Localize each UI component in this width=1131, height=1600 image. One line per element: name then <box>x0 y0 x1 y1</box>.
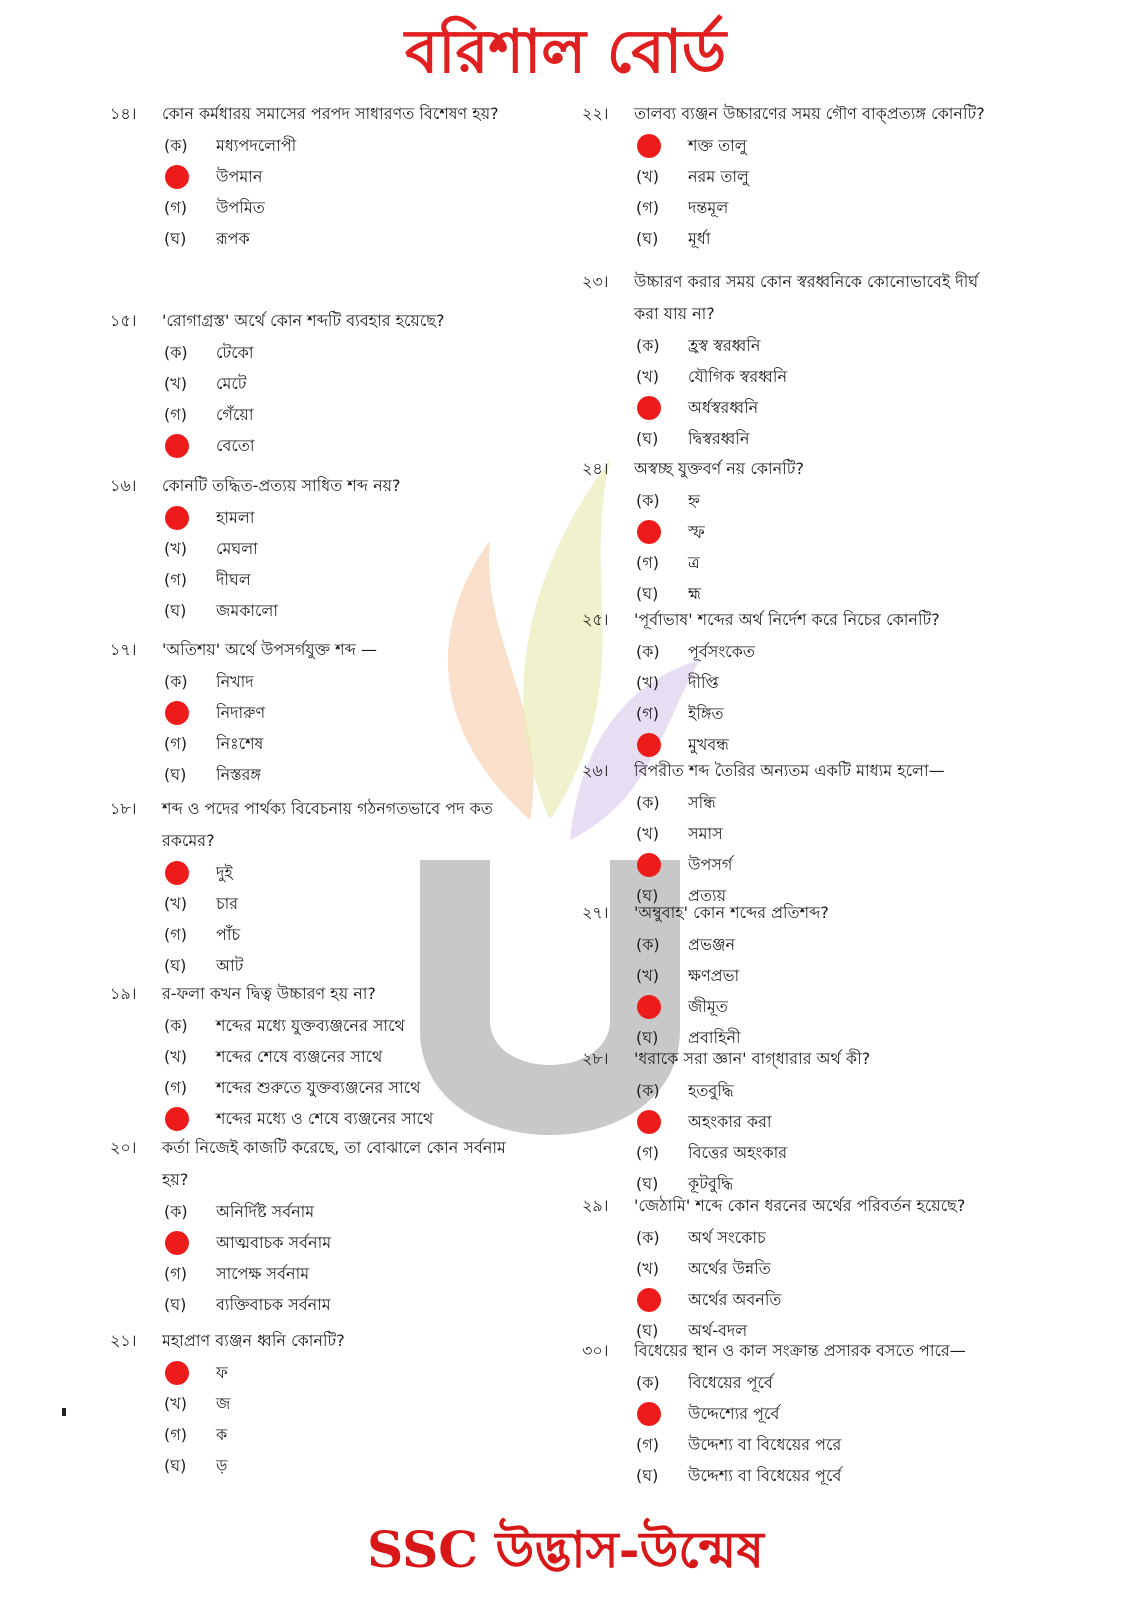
option-key: (খ) <box>636 367 659 386</box>
option-key: (ঘ) <box>164 601 187 620</box>
option-text: সমাস <box>688 824 723 843</box>
correct-answer-marker-icon <box>637 1288 661 1312</box>
answer-option <box>110 666 530 697</box>
correct-answer-marker-icon <box>165 1231 189 1255</box>
question-header <box>110 98 530 130</box>
answer-option <box>110 1450 530 1481</box>
question-number: ২৩। <box>582 272 609 291</box>
option-text: ক্ষণপ্রভা <box>688 966 740 985</box>
answer-option <box>110 919 530 950</box>
answer-option <box>110 1419 530 1450</box>
option-key: (খ) <box>636 673 659 692</box>
option-key: (গ) <box>164 734 187 753</box>
option-text: উদ্দেশ্য বা বিধেয়ের পূর্বে <box>688 1466 842 1485</box>
option-text: হ্ন <box>688 491 700 510</box>
answer-option <box>110 950 530 981</box>
question-l4 <box>110 634 530 790</box>
option-key: (খ) <box>164 1394 187 1413</box>
question-r8 <box>582 1190 1002 1346</box>
option-key: (খ) <box>164 374 187 393</box>
question-header <box>582 604 1002 636</box>
correct-answer-marker-icon <box>637 396 661 420</box>
option-text: প্রভঞ্জন <box>688 935 736 954</box>
option-key: (ঘ) <box>636 429 659 448</box>
question-text: বিপরীত শব্দ তৈরির অন্যতম একটি মাধ্যম হলো— <box>634 761 945 780</box>
option-key: (গ) <box>164 570 187 589</box>
answer-option <box>582 1367 1002 1398</box>
option-key: (গ) <box>636 704 659 723</box>
answer-option <box>582 361 1002 392</box>
question-number: ২৪। <box>582 459 609 478</box>
option-key: (ক) <box>636 491 660 510</box>
answer-option <box>110 1072 530 1103</box>
answer-option <box>110 192 530 223</box>
answer-option <box>582 1460 1002 1491</box>
option-text: নরম তালু <box>688 167 749 186</box>
option-text: নিঃশেষ <box>216 734 264 753</box>
footer-title: SSC উদ্ভাস-উন্মেষ <box>367 1520 764 1579</box>
option-text: বেতো <box>216 436 255 455</box>
option-text: অর্ধস্বরধ্বনি <box>688 398 759 417</box>
answer-option <box>582 1137 1002 1168</box>
option-text: নিস্তরঙ্গ <box>216 765 262 784</box>
page-title: বরিশাল বোর্ড <box>404 17 727 87</box>
option-text: অর্থ-বদল <box>688 1321 748 1340</box>
question-text: কর্তা নিজেই কাজটি করেছে, তা বোঝালে কোন সর্বনাম হয়? <box>162 1138 506 1189</box>
question-number: ১৭। <box>110 640 137 659</box>
answer-option <box>110 857 530 888</box>
option-key: (ঘ) <box>636 229 659 248</box>
option-key: (খ) <box>164 894 187 913</box>
option-key: (গ) <box>164 1078 187 1097</box>
option-text: উপমান <box>216 167 263 186</box>
option-text: রূপক <box>216 229 250 248</box>
option-text: দ্বিস্বরধ্বনি <box>688 429 750 448</box>
question-text: কোন কর্মধারয় সমাসের পরপদ সাধারণত বিশেষণ হয়? <box>162 104 499 123</box>
answer-option <box>582 330 1002 361</box>
question-r6 <box>582 897 1002 1053</box>
option-key: (ঘ) <box>636 886 659 905</box>
question-r1 <box>582 98 1002 254</box>
option-text: অনির্দিষ্ট সর্বনাম <box>216 1202 315 1221</box>
answer-option <box>110 1357 530 1388</box>
question-l2 <box>110 305 530 461</box>
question-number: ১৮। <box>110 799 137 818</box>
correct-answer-marker-icon <box>637 995 661 1019</box>
option-key: (গ) <box>164 198 187 217</box>
option-key: (ক) <box>636 1081 660 1100</box>
correct-answer-marker-icon <box>165 434 189 458</box>
answer-option <box>582 1284 1002 1315</box>
answer-option <box>110 1010 530 1041</box>
option-key: (খ) <box>636 1259 659 1278</box>
option-text: অহংকার করা <box>688 1112 772 1131</box>
question-number: ২৫। <box>582 610 609 629</box>
answer-option <box>110 399 530 430</box>
correct-answer-marker-icon <box>637 1402 661 1426</box>
correct-answer-marker-icon <box>637 134 661 158</box>
question-header <box>110 634 530 666</box>
correct-answer-marker-icon <box>637 733 661 757</box>
answer-option <box>582 1222 1002 1253</box>
answer-option <box>582 1398 1002 1429</box>
correct-answer-marker-icon <box>637 1110 661 1134</box>
answer-option <box>110 502 530 533</box>
question-number: ১৬। <box>110 476 137 495</box>
question-number: ১৪। <box>110 104 137 123</box>
answer-option <box>582 392 1002 423</box>
answer-option <box>110 697 530 728</box>
option-text: সন্ধি <box>688 793 716 812</box>
question-l8 <box>110 1325 530 1481</box>
option-text: আত্মবাচক সর্বনাম <box>216 1233 332 1252</box>
option-text: কূটবুদ্ধি <box>688 1174 734 1193</box>
question-header <box>110 1325 530 1357</box>
answer-option <box>110 759 530 790</box>
option-key: (ক) <box>164 136 188 155</box>
option-key: (গ) <box>636 1435 659 1454</box>
option-key: (ক) <box>636 336 660 355</box>
question-number: ১৫। <box>110 311 137 330</box>
correct-answer-marker-icon <box>165 1361 189 1385</box>
option-text: উদ্দেশ্য বা বিধেয়ের পরে <box>688 1435 842 1454</box>
question-number: ২৬। <box>582 761 609 780</box>
answer-option <box>110 130 530 161</box>
option-text: জমকালো <box>216 601 279 620</box>
question-number: ২৯। <box>582 1196 609 1215</box>
option-key: (ক) <box>636 1228 660 1247</box>
answer-option <box>582 929 1002 960</box>
answer-option <box>582 667 1002 698</box>
answer-option <box>110 368 530 399</box>
option-text: নিদারুণ <box>216 703 266 722</box>
question-l3 <box>110 470 530 626</box>
correct-answer-marker-icon <box>165 506 189 530</box>
option-text: দুই <box>216 863 233 882</box>
question-header <box>110 470 530 502</box>
option-key: (খ) <box>636 824 659 843</box>
answer-option <box>110 1103 530 1134</box>
option-text: অর্থ সংকোচ <box>688 1228 766 1247</box>
answer-option <box>582 1429 1002 1460</box>
answer-option <box>110 1388 530 1419</box>
option-key: (ঘ) <box>164 956 187 975</box>
correct-answer-marker-icon <box>165 165 189 189</box>
answer-option <box>582 991 1002 1022</box>
answer-option <box>110 337 530 368</box>
option-text: টেকো <box>216 343 254 362</box>
question-header <box>110 305 530 337</box>
option-key: (ক) <box>636 642 660 661</box>
answer-option <box>110 728 530 759</box>
question-text: 'জেঠামি' শব্দে কোন ধরনের অর্থের পরিবর্তন হয়েছে? <box>634 1196 966 1215</box>
option-text: ড় <box>216 1456 228 1475</box>
answer-option <box>582 818 1002 849</box>
question-header <box>110 793 530 857</box>
option-key: (ক) <box>164 1202 188 1221</box>
option-text: মূর্ধা <box>688 229 711 248</box>
answer-option <box>582 849 1002 880</box>
option-key: (ক) <box>636 1373 660 1392</box>
option-key: (গ) <box>164 1264 187 1283</box>
question-l5 <box>110 793 530 981</box>
question-header <box>582 98 1002 130</box>
stray-mark <box>62 1408 66 1416</box>
correct-answer-marker-icon <box>165 861 189 885</box>
question-l1 <box>110 98 530 254</box>
answer-option <box>582 223 1002 254</box>
option-text: হামলা <box>216 508 255 527</box>
answer-option <box>110 430 530 461</box>
option-text: নিখাদ <box>216 672 254 691</box>
option-text: দন্তমূল <box>688 198 729 217</box>
question-header <box>582 755 1002 787</box>
answer-option <box>582 192 1002 223</box>
option-text: হ্ম <box>688 584 702 603</box>
option-key: (গ) <box>636 553 659 572</box>
answer-option <box>582 636 1002 667</box>
option-key: (ঘ) <box>636 1321 659 1340</box>
option-text: দীপ্তি <box>688 673 719 692</box>
question-number: ২৮। <box>582 1049 609 1068</box>
option-text: পাঁচ <box>216 925 241 944</box>
option-text: ফ <box>216 1363 228 1382</box>
option-key: (ঘ) <box>636 1466 659 1485</box>
answer-option <box>582 516 1002 547</box>
option-key: (ঘ) <box>636 1028 659 1047</box>
option-key: (ক) <box>164 343 188 362</box>
option-text: জীমূত <box>688 997 728 1016</box>
question-header <box>582 266 1002 330</box>
option-text: শব্দের শেষে ব্যঞ্জনের সাথে <box>216 1047 383 1066</box>
option-text: আট <box>216 956 244 975</box>
option-text: শব্দের মধ্যে ও শেষে ব্যঞ্জনের সাথে <box>216 1109 434 1128</box>
question-text: বিধেয়ের স্থান ও কাল সংক্রান্ত প্রসারক বসতে পারে— <box>634 1341 966 1360</box>
question-r3 <box>582 453 1002 609</box>
correct-answer-marker-icon <box>637 520 661 544</box>
option-key: (খ) <box>164 1047 187 1066</box>
option-text: হ্রস্ব স্বরধ্বনি <box>688 336 761 355</box>
answer-option <box>110 564 530 595</box>
option-text: যৌগিক স্বরধ্বনি <box>688 367 788 386</box>
answer-option <box>110 1041 530 1072</box>
option-text: হতবুদ্ধি <box>688 1081 734 1100</box>
question-r9 <box>582 1335 1002 1491</box>
question-number: ২২। <box>582 104 609 123</box>
question-r7 <box>582 1043 1002 1199</box>
option-text: প্রত্যয় <box>688 886 727 905</box>
question-header <box>110 1132 530 1196</box>
question-text: র-ফলা কখন দ্বিত্ব উচ্চারণ হয় না? <box>162 984 376 1003</box>
answer-option <box>582 161 1002 192</box>
option-key: (ঘ) <box>164 765 187 784</box>
option-text: ইঙ্গিত <box>688 704 724 723</box>
option-text: বিধেয়ের পূর্বে <box>688 1373 773 1392</box>
question-r4 <box>582 604 1002 760</box>
option-key: (গ) <box>164 925 187 944</box>
question-r2 <box>582 266 1002 454</box>
option-key: (ঘ) <box>164 229 187 248</box>
question-text: উচ্চারণ করার সময় কোন স্বরধ্বনিকে কোনোভাবেই দীর্ঘ করা যায় না? <box>634 272 979 323</box>
option-text: ব্যক্তিবাচক সর্বনাম <box>216 1295 331 1314</box>
option-text: মধ্যপদলোপী <box>216 136 297 155</box>
answer-option <box>110 1196 530 1227</box>
option-text: বিত্তের অহংকার <box>688 1143 788 1162</box>
answer-option <box>582 787 1002 818</box>
question-number: ১৯। <box>110 984 137 1003</box>
option-key: (ক) <box>164 672 188 691</box>
question-l7 <box>110 1132 530 1320</box>
option-key: (ঘ) <box>164 1295 187 1314</box>
question-number: ২১। <box>110 1331 137 1350</box>
option-key: (ঘ) <box>636 1174 659 1193</box>
option-text: ক <box>216 1425 228 1444</box>
correct-answer-marker-icon <box>165 701 189 725</box>
option-key: (ক) <box>636 793 660 812</box>
answer-option <box>110 1289 530 1320</box>
answer-option <box>110 1227 530 1258</box>
answer-option <box>110 888 530 919</box>
question-r5 <box>582 755 1002 911</box>
question-text: 'অতিশয়' অর্থে উপসর্গযুক্ত শব্দ — <box>162 640 377 659</box>
option-text: জ <box>216 1394 231 1413</box>
question-header <box>582 1335 1002 1367</box>
answer-option <box>582 698 1002 729</box>
question-header <box>110 978 530 1010</box>
option-text: উপমিত <box>216 198 265 217</box>
option-text: ত্র <box>688 553 700 572</box>
option-text: উপসর্গ <box>688 855 733 874</box>
question-header <box>582 897 1002 929</box>
option-text: মেটে <box>216 374 247 393</box>
option-key: (খ) <box>164 539 187 558</box>
answer-option <box>582 960 1002 991</box>
option-text: শব্দের মধ্যে যুক্তব্যঞ্জনের সাথে <box>216 1016 405 1035</box>
correct-answer-marker-icon <box>637 853 661 877</box>
option-text: শক্ত তালু <box>688 136 747 155</box>
option-text: অর্থের অবনতি <box>688 1290 782 1309</box>
option-key: (গ) <box>164 1425 187 1444</box>
question-text: 'রোগাগ্রস্ত' অর্থে কোন শব্দটি ব্যবহার হয়েছে? <box>162 311 445 330</box>
question-text: মহাপ্রাণ ব্যঞ্জন ধ্বনি কোনটি? <box>162 1331 345 1350</box>
option-text: চার <box>216 894 239 913</box>
answer-option <box>582 423 1002 454</box>
answer-option <box>110 161 530 192</box>
answer-option <box>582 1253 1002 1284</box>
option-text: সাপেক্ষ সর্বনাম <box>216 1264 310 1283</box>
question-header <box>582 453 1002 485</box>
option-key: (গ) <box>164 405 187 424</box>
option-text: প্রবাহিনী <box>688 1028 741 1047</box>
answer-option <box>110 533 530 564</box>
question-text: অস্বচ্ছ যুক্তবর্ণ নয় কোনটি? <box>634 459 804 478</box>
answer-option <box>582 1106 1002 1137</box>
question-text: শব্দ ও পদের পার্থক্য বিবেচনায় গঠনগতভাবে পদ কত রকমের? <box>162 799 493 850</box>
question-text: তালব্য ব্যঞ্জন উচ্চারণের সময় গৌণ বাক্‌প্রত্যঙ্গ কোনটি? <box>634 104 985 123</box>
option-text: উদ্দেশ্যের পূর্বে <box>688 1404 780 1423</box>
question-number: ৩০। <box>582 1341 609 1360</box>
answer-option <box>110 1258 530 1289</box>
option-key: (খ) <box>636 167 659 186</box>
option-key: (ক) <box>164 1016 188 1035</box>
question-number: ২৭। <box>582 903 609 922</box>
answer-option <box>582 130 1002 161</box>
option-text: মেঘলা <box>216 539 258 558</box>
question-number: ২০। <box>110 1138 137 1157</box>
option-text: অর্থের উন্নতি <box>688 1259 771 1278</box>
option-key: (খ) <box>636 966 659 985</box>
option-key: (ঘ) <box>164 1456 187 1475</box>
option-key: (গ) <box>636 1143 659 1162</box>
option-text: মুখবন্ধ <box>688 735 729 754</box>
question-text: 'পূর্বাভাষ' শব্দের অর্থ নির্দেশ করে নিচের কোনটি? <box>634 610 940 629</box>
question-header <box>582 1043 1002 1075</box>
answer-option <box>582 1075 1002 1106</box>
answer-option <box>582 547 1002 578</box>
option-key: (ক) <box>636 935 660 954</box>
option-text: স্ফ <box>688 522 705 541</box>
option-text: গেঁয়ো <box>216 405 254 424</box>
question-l6 <box>110 978 530 1134</box>
answer-option <box>110 223 530 254</box>
question-text: 'ধরাকে সরা জ্ঞান' বাগ্‌ধারার অর্থ কী? <box>634 1049 871 1068</box>
option-text: পূর্বসংকেত <box>688 642 755 661</box>
option-text: শব্দের শুরুতে যুক্তব্যঞ্জনের সাথে <box>216 1078 421 1097</box>
question-text: 'অম্বুবাহ' কোন শব্দের প্রতিশব্দ? <box>634 903 829 922</box>
option-text: দীঘল <box>216 570 251 589</box>
question-text: কোনটি তদ্ধিত-প্রত্যয় সাধিত শব্দ নয়? <box>162 476 401 495</box>
option-key: (ঘ) <box>636 584 659 603</box>
question-header <box>582 1190 1002 1222</box>
correct-answer-marker-icon <box>165 1107 189 1131</box>
answer-option <box>110 595 530 626</box>
answer-option <box>582 485 1002 516</box>
option-key: (গ) <box>636 198 659 217</box>
